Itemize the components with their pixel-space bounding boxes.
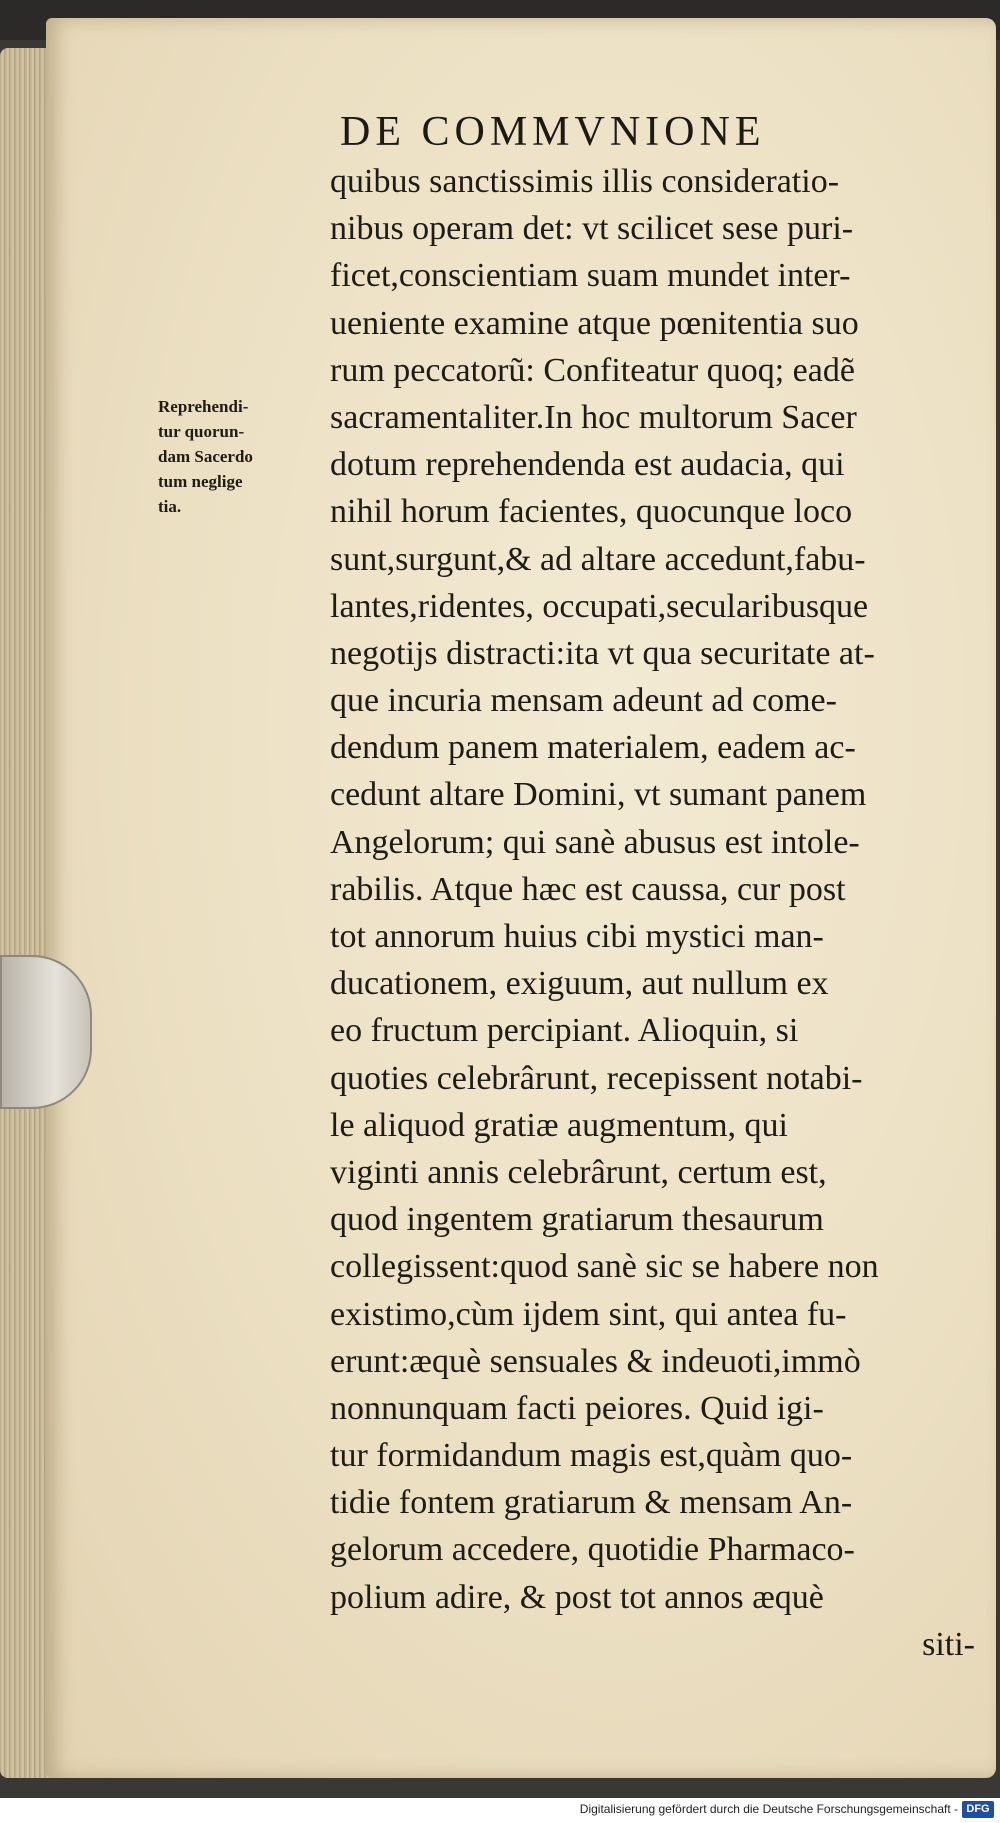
marginal-note	[158, 394, 318, 519]
text-line: sacramentaliter.In hoc multorum Sacer	[330, 398, 857, 436]
funding-credit: Digitalisierung gefördert durch die Deutsche Forschungsgemeinschaft -	[579, 1802, 958, 1816]
book-clasp	[0, 955, 92, 1109]
text-line: polium adire, & post tot annos æquè	[330, 1578, 824, 1616]
marginal-line: dam Sacerdo	[158, 447, 253, 466]
text-line: ducationem, exiguum, aut nullum ex	[330, 965, 829, 1003]
marginal-line: tur quorun-	[158, 422, 245, 441]
footer-bar	[0, 1798, 1000, 1823]
text-line: existimo,cùm ijdem sint, qui antea fu-	[330, 1295, 847, 1333]
text-line: sunt,surgunt,& ad altare accedunt,fabu-	[330, 540, 866, 578]
text-line: cedunt altare Domini, vt sumant panem	[330, 776, 867, 814]
catchword: siti-	[922, 1625, 975, 1663]
text-line: nonnunquam facti peiores. Quid igi-	[330, 1389, 824, 1427]
text-line: ueniente examine atque pœnitentia suo	[330, 304, 859, 342]
text-line: tot annorum huius cibi mystici man-	[330, 918, 824, 955]
text-line: eo fructum percipiant. Alioquin, si	[330, 1012, 799, 1050]
text-line: rum peccatorũ: Confiteatur quoq; eadẽ	[330, 351, 855, 389]
text-line: erunt:æquè sensuales & indeuoti,immò	[330, 1342, 861, 1380]
marginal-line: tia.	[158, 497, 182, 516]
text-line: tur formidandum magis est,quàm quo-	[330, 1437, 853, 1475]
text-line: quod ingentem gratiarum thesaurum	[330, 1201, 824, 1239]
text-line: collegissent:quod sanè sic se habere non	[330, 1248, 879, 1286]
text-line: dendum panem materialem, eadem ac-	[330, 729, 856, 767]
text-line: negotijs distracti:ita vt qua securitate at-	[330, 634, 875, 672]
text-line: le aliquod gratiæ augmentum, qui	[330, 1106, 788, 1144]
text-line: nibus operam det: vt scilicet sese puri-	[330, 210, 854, 248]
text-line: quoties celebrârunt, recepissent notabi-	[330, 1059, 863, 1097]
text-line: lantes,ridentes, occupati,secularibusque	[330, 587, 869, 625]
text-line: dotum reprehendenda est audacia, qui	[330, 446, 845, 484]
text-line: rabilis. Atque hæc est caussa, cur post	[330, 870, 846, 908]
running-title: DE COMMVNIONE	[340, 109, 766, 155]
marginal-line: tum neglige	[158, 472, 243, 491]
dfg-logo: DFG	[962, 1801, 994, 1818]
text-line: gelorum accedere, quotidie Pharmaco-	[330, 1531, 855, 1569]
text-line: ficet,conscientiam suam mundet inter-	[330, 257, 851, 295]
marginal-line: Reprehendi-	[158, 397, 249, 416]
text-line: nihil horum facientes, quocunque loco	[330, 493, 853, 531]
body-text	[330, 158, 975, 1668]
text-line: viginti annis celebrârunt, certum est,	[330, 1153, 827, 1191]
text-line: Angelorum; qui sanè abusus est intole-	[330, 823, 860, 861]
text-line: quibus sanctissimis illis consideratio-	[330, 163, 840, 200]
text-line: que incuria mensam adeunt ad come-	[330, 682, 837, 720]
text-line: tidie fontem gratiarum & mensam An-	[330, 1484, 853, 1522]
